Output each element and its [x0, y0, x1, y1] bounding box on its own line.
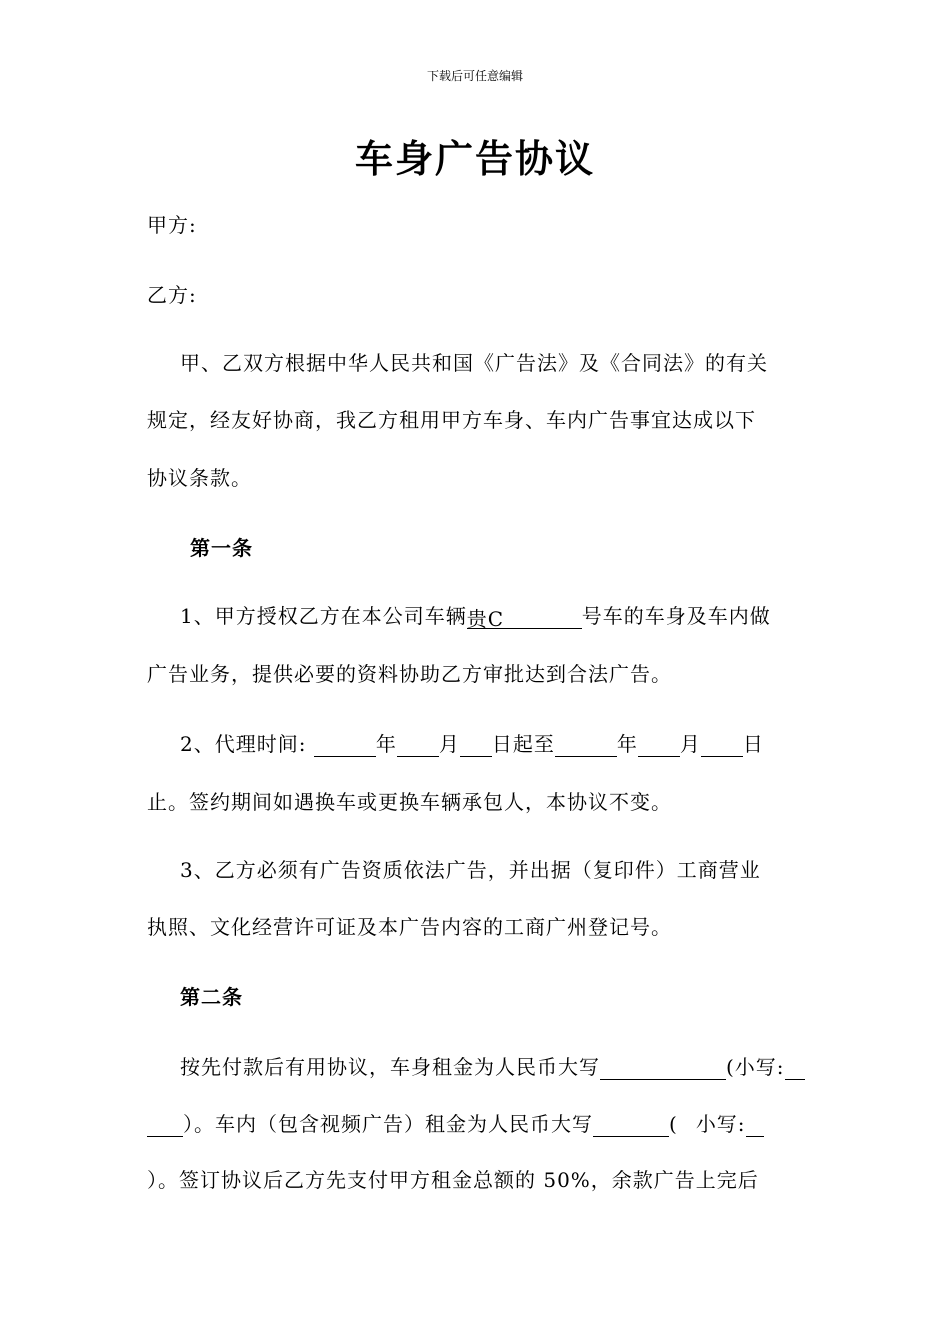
- start-day-label: 日起至: [491, 732, 555, 756]
- interior-rent-lowercase-blank[interactable]: [746, 1114, 764, 1137]
- article-2-line-2-paren: (: [669, 1112, 678, 1136]
- plate-prefix: 贵C: [466, 607, 505, 631]
- plate-number-blank[interactable]: [467, 606, 582, 629]
- article-2-line-1-text: 按先付款后有用协议，车身租金为人民币大写: [180, 1055, 600, 1079]
- article-1-item-2-line-1: [180, 731, 764, 757]
- body-rent-uppercase-blank[interactable]: [600, 1057, 726, 1080]
- interior-rent-uppercase-blank[interactable]: [593, 1114, 669, 1137]
- end-year-blank[interactable]: [555, 734, 617, 757]
- body-rent-lowercase-blank[interactable]: [785, 1057, 805, 1080]
- article-1-item-3-line-1: 3、乙方必须有广告资质依法广告，并出据（复印件）工商营业: [180, 858, 761, 882]
- article-2-line-1: [180, 1054, 805, 1080]
- start-day-blank[interactable]: [460, 734, 492, 757]
- intro-line-2: 规定，经友好协商，我乙方租用甲方车身、车内广告事宜达成以下: [147, 408, 756, 432]
- start-month-label: 月: [438, 732, 460, 756]
- header-note: 下载后可任意编辑: [426, 69, 523, 83]
- end-day-blank[interactable]: [701, 734, 743, 757]
- article-2-line-2-text: ）。车内（包含视频广告）租金为人民币大写: [183, 1112, 593, 1136]
- intro-line-1: 甲、乙双方根据中华人民共和国《广告法》及《合同法》的有关: [180, 351, 768, 375]
- item-2-prefix: 2、代理时间:: [180, 732, 307, 756]
- article-1-item-1-line-2: 广告业务，提供必要的资料协助乙方审批达到合法广告。: [147, 662, 672, 686]
- party-a-line: [147, 212, 197, 238]
- article-1-heading: 第一条: [190, 536, 253, 560]
- article-1-item-1-line-1: [180, 603, 771, 629]
- end-month-blank[interactable]: [638, 734, 680, 757]
- article-2-line-2: [147, 1111, 764, 1137]
- article-2-line-1-small: (小写:: [726, 1055, 785, 1079]
- article-2-line-2-small: 小写:: [695, 1112, 746, 1136]
- intro-line-3: 协议条款。: [147, 466, 252, 490]
- article-1-item-3-line-2: 执照、文化经营许可证及本广告内容的工商广州登记号。: [147, 915, 672, 939]
- end-year-label: 年: [616, 732, 638, 756]
- article-2-line-3: ）。签订协议后乙方先支付甲方租金总额的 50%，余款广告上完后: [147, 1168, 759, 1192]
- body-rent-lowercase-blank-cont[interactable]: [147, 1114, 183, 1137]
- party-b-line: [147, 282, 197, 308]
- end-month-label: 月: [679, 732, 701, 756]
- article-1-item-2-line-2: 止。签约期间如遇换车或更换车辆承包人，本协议不变。: [147, 790, 672, 814]
- party-a-label: 甲方:: [147, 213, 197, 237]
- start-month-blank[interactable]: [397, 734, 439, 757]
- article-2-heading: 第二条: [180, 985, 243, 1009]
- item-1-text-b: 号车的车身及车内做: [581, 604, 771, 628]
- start-year-label: 年: [375, 732, 397, 756]
- item-1-text-a: 1、甲方授权乙方在本公司车辆: [180, 604, 467, 628]
- start-year-blank[interactable]: [314, 734, 376, 757]
- party-b-label: 乙方:: [147, 283, 197, 307]
- document-title: 车身广告协议: [354, 137, 595, 181]
- end-day-label: 日: [742, 732, 764, 756]
